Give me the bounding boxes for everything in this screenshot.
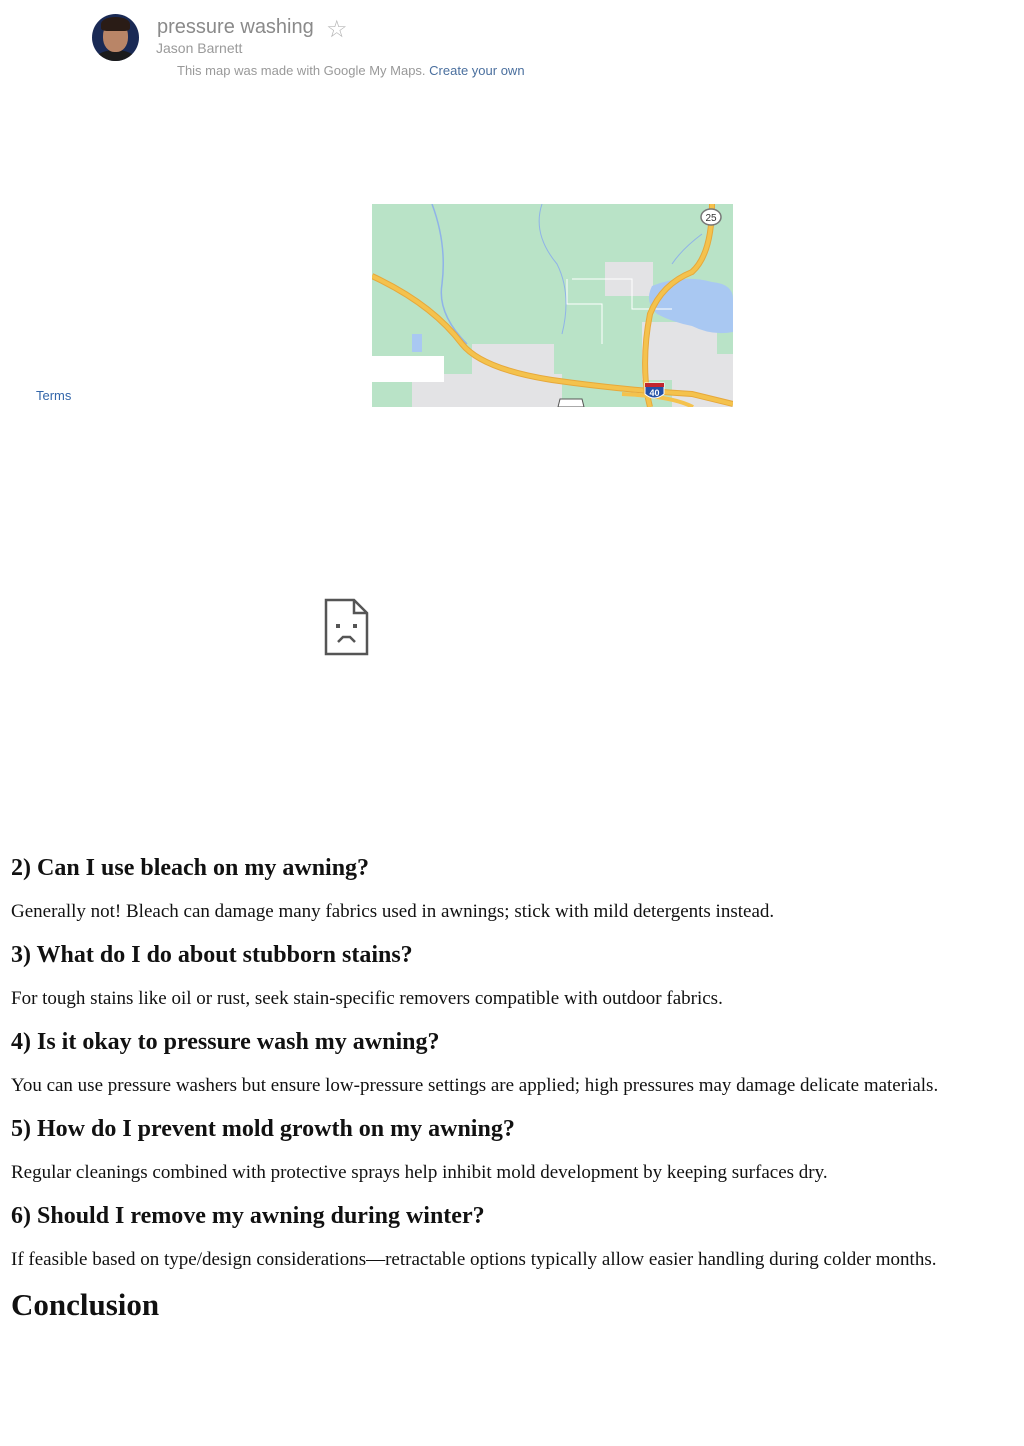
faq-question-5: 5) How do I prevent mold growth on my awning? (11, 1116, 515, 1142)
faq-answer-4: You can use pressure washers but ensure low-pressure settings are applied; high pressures may damage delicate materials. (11, 1075, 939, 1096)
faq-answer-2: Generally not! Bleach can damage many fabrics used in awnings; stick with mild detergents instead. (11, 901, 775, 922)
faq-answer-5: Regular cleanings combined with protective sprays help inhibit mold development by keeping surfaces dry. (11, 1162, 828, 1183)
terms-link[interactable]: Terms (36, 388, 72, 403)
faq-question-2: 2) Can I use bleach on my awning? (11, 855, 370, 881)
star-icon[interactable]: ☆ (326, 15, 348, 43)
route-64-shield (558, 399, 584, 407)
map-title[interactable]: pressure washing (157, 16, 314, 38)
faq-answer-3: For tough stains like oil or rust, seek stain-specific removers compatible with outdoor fabrics. (11, 988, 723, 1009)
interstate-40-shield (645, 383, 664, 398)
faq-question-3: 3) What do I do about stubborn stains? (11, 942, 413, 968)
embedded-map[interactable] (372, 204, 733, 407)
svg-text:25: 25 (705, 213, 717, 224)
map-header (0, 0, 1024, 100)
create-your-own-link[interactable]: Create your own (429, 63, 525, 78)
broken-image-icon (324, 598, 369, 656)
conclusion-heading: Conclusion (11, 1287, 160, 1322)
svg-text:40: 40 (649, 388, 660, 398)
faq-question-4: 4) Is it okay to pressure wash my awning? (11, 1029, 440, 1055)
map-author: Jason Barnett (156, 40, 243, 56)
faq-answer-6: If feasible based on type/design considerations—retractable options typically allow easier handling during colder months. (11, 1249, 937, 1270)
made-with-text: This map was made with Google My Maps. (177, 63, 426, 78)
made-with-notice (177, 63, 525, 78)
faq-question-6: 6) Should I remove my awning during winter? (11, 1203, 485, 1229)
avatar[interactable] (92, 14, 139, 61)
map-canvas (372, 204, 733, 407)
faq-article (11, 852, 1011, 1323)
route-25-shield (701, 209, 721, 225)
